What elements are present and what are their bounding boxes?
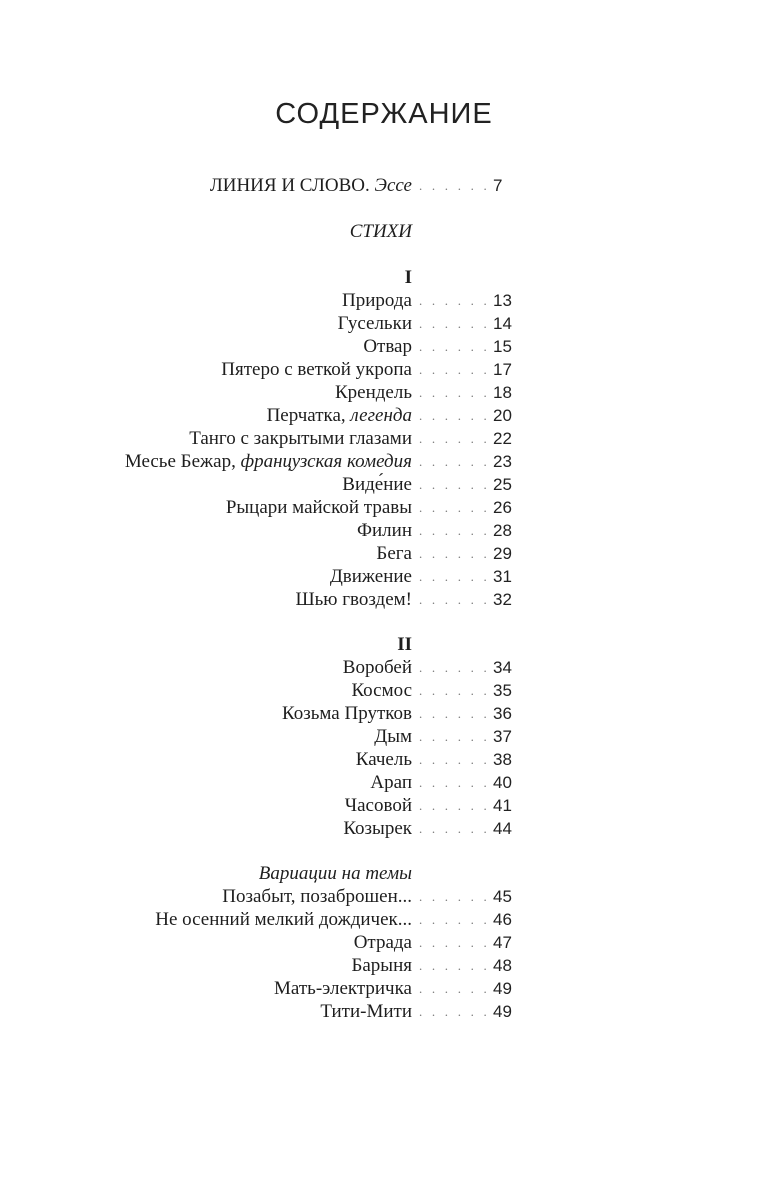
entry-title: Отрада <box>353 932 412 953</box>
entry-title: Виде́ние <box>342 474 412 495</box>
entry-title: Мать-электричка <box>274 978 412 999</box>
dot-leader: . . . . . . <box>419 775 490 790</box>
entry-title: Перчатка, легенда <box>266 405 412 426</box>
toc-entry <box>0 312 768 335</box>
toc-entry-essay <box>0 174 768 197</box>
toc-entry <box>0 679 768 702</box>
page-number: 44 <box>493 819 512 838</box>
page-number: 32 <box>493 590 512 609</box>
page-number: 15 <box>493 337 512 356</box>
dot-leader: . . . . . . <box>419 912 490 927</box>
dot-leader: . . . . . . <box>419 706 490 721</box>
dot-leader: . . . . . . <box>419 821 490 836</box>
page-number: 23 <box>493 452 512 471</box>
toc-entry <box>0 1000 768 1023</box>
dot-leader: . . . . . . <box>419 178 490 193</box>
toc-entry <box>0 588 768 611</box>
dot-leader: . . . . . . <box>419 316 490 331</box>
page-number: 49 <box>493 979 512 998</box>
section-heading-2: II <box>397 634 412 655</box>
page-number: 22 <box>493 429 512 448</box>
toc-entry <box>0 381 768 404</box>
toc-entry <box>0 954 768 977</box>
toc-entry <box>0 289 768 312</box>
dot-leader: . . . . . . <box>419 683 490 698</box>
entry-title: Танго с закрытыми глазами <box>189 428 412 449</box>
entry-title: Дым <box>374 726 412 747</box>
page-number: 29 <box>493 544 512 563</box>
page-number: 48 <box>493 956 512 975</box>
page-number: 37 <box>493 727 512 746</box>
entry-title: Позабыт, позаброшен... <box>222 886 412 907</box>
toc-entry <box>0 725 768 748</box>
entry-title: Козьма Прутков <box>282 703 412 724</box>
dot-leader: . . . . . . <box>419 752 490 767</box>
entry-subtitle: французская комедия <box>240 451 412 472</box>
entry-title: Бега <box>376 543 412 564</box>
entry-title: Качель <box>355 749 412 770</box>
dot-leader: . . . . . . <box>419 1004 490 1019</box>
toc-entry <box>0 931 768 954</box>
dot-leader: . . . . . . <box>419 500 490 515</box>
entry-title: Часовой <box>344 795 412 816</box>
dot-leader: . . . . . . <box>419 935 490 950</box>
toc-entry <box>0 519 768 542</box>
dot-leader: . . . . . . <box>419 546 490 561</box>
entry-title: Не осенний мелкий дождичек... <box>155 909 412 930</box>
entry-title: Тити-Мити <box>320 1001 412 1022</box>
page-number: 7 <box>493 176 503 195</box>
entry-title: Крендель <box>334 382 412 403</box>
entry-title: Отвар <box>363 336 412 357</box>
entry-title: Гусельки <box>337 313 412 334</box>
toc-entry <box>0 496 768 519</box>
entry-title: Движение <box>329 566 412 587</box>
dot-leader: . . . . . . <box>419 431 490 446</box>
toc-entry <box>0 358 768 381</box>
page-number: 13 <box>493 291 512 310</box>
page-number: 20 <box>493 406 512 425</box>
toc-entry <box>0 656 768 679</box>
entry-title: Козырек <box>343 818 412 839</box>
page-number: 45 <box>493 887 512 906</box>
entry-subtitle: легенда <box>350 405 412 426</box>
page-number: 28 <box>493 521 512 540</box>
entry-title: Рыцари майской травы <box>225 497 412 518</box>
dot-leader: . . . . . . <box>419 729 490 744</box>
page-number: 35 <box>493 681 512 700</box>
entry-title: Барыня <box>351 955 412 976</box>
dot-leader: . . . . . . <box>419 981 490 996</box>
dot-leader: . . . . . . <box>419 477 490 492</box>
page-number: 47 <box>493 933 512 952</box>
entry-title: Филин <box>357 520 412 541</box>
entry-subtitle: Эссе <box>374 175 412 196</box>
dot-leader: . . . . . . <box>419 454 490 469</box>
toc-entry <box>0 542 768 565</box>
toc-entry <box>0 427 768 450</box>
toc-entry <box>0 817 768 840</box>
page-number: 31 <box>493 567 512 586</box>
entry-title: Воробей <box>342 657 412 678</box>
dot-leader: . . . . . . <box>419 660 490 675</box>
page-number: 14 <box>493 314 512 333</box>
toc-entry <box>0 473 768 496</box>
dot-leader: . . . . . . <box>419 293 490 308</box>
toc-entry <box>0 794 768 817</box>
dot-leader: . . . . . . <box>419 889 490 904</box>
dot-leader: . . . . . . <box>419 592 490 607</box>
page-number: 40 <box>493 773 512 792</box>
page-number: 41 <box>493 796 512 815</box>
poems-heading: СТИХИ <box>349 221 412 242</box>
page-number: 18 <box>493 383 512 402</box>
entry-title: Космос <box>351 680 412 701</box>
page-number: 34 <box>493 658 512 677</box>
toc-entry <box>0 565 768 588</box>
toc-entry <box>0 771 768 794</box>
toc-entry <box>0 908 768 931</box>
toc-entry <box>0 977 768 1000</box>
page-number: 46 <box>493 910 512 929</box>
dot-leader: . . . . . . <box>419 798 490 813</box>
dot-leader: . . . . . . <box>419 385 490 400</box>
toc-entry <box>0 404 768 427</box>
page-number: 25 <box>493 475 512 494</box>
entry-title: ЛИНИЯ И СЛОВО. Эссе <box>209 175 412 196</box>
toc-entry <box>0 335 768 358</box>
toc-entry <box>0 748 768 771</box>
page-number: 36 <box>493 704 512 723</box>
entry-title: Арап <box>370 772 412 793</box>
page-number: 38 <box>493 750 512 769</box>
entry-title: Пятеро с веткой укропа <box>221 359 412 380</box>
toc-entry <box>0 450 768 473</box>
entry-title: Шью гвоздем! <box>295 589 412 610</box>
dot-leader: . . . . . . <box>419 523 490 538</box>
toc-entry <box>0 702 768 725</box>
dot-leader: . . . . . . <box>419 362 490 377</box>
dot-leader: . . . . . . <box>419 408 490 423</box>
entry-title: Месье Бежар, французская комедия <box>124 451 412 472</box>
dot-leader: . . . . . . <box>419 339 490 354</box>
section-heading-variations: Вариации на темы <box>258 863 412 884</box>
page-number: 49 <box>493 1002 512 1021</box>
dot-leader: . . . . . . <box>419 569 490 584</box>
dot-leader: . . . . . . <box>419 958 490 973</box>
toc-entry <box>0 885 768 908</box>
page-number: 17 <box>493 360 512 379</box>
page-number: 26 <box>493 498 512 517</box>
page-title: СОДЕРЖАНИЕ <box>275 98 493 130</box>
section-heading-1: I <box>404 267 412 288</box>
entry-title: Природа <box>342 290 412 311</box>
